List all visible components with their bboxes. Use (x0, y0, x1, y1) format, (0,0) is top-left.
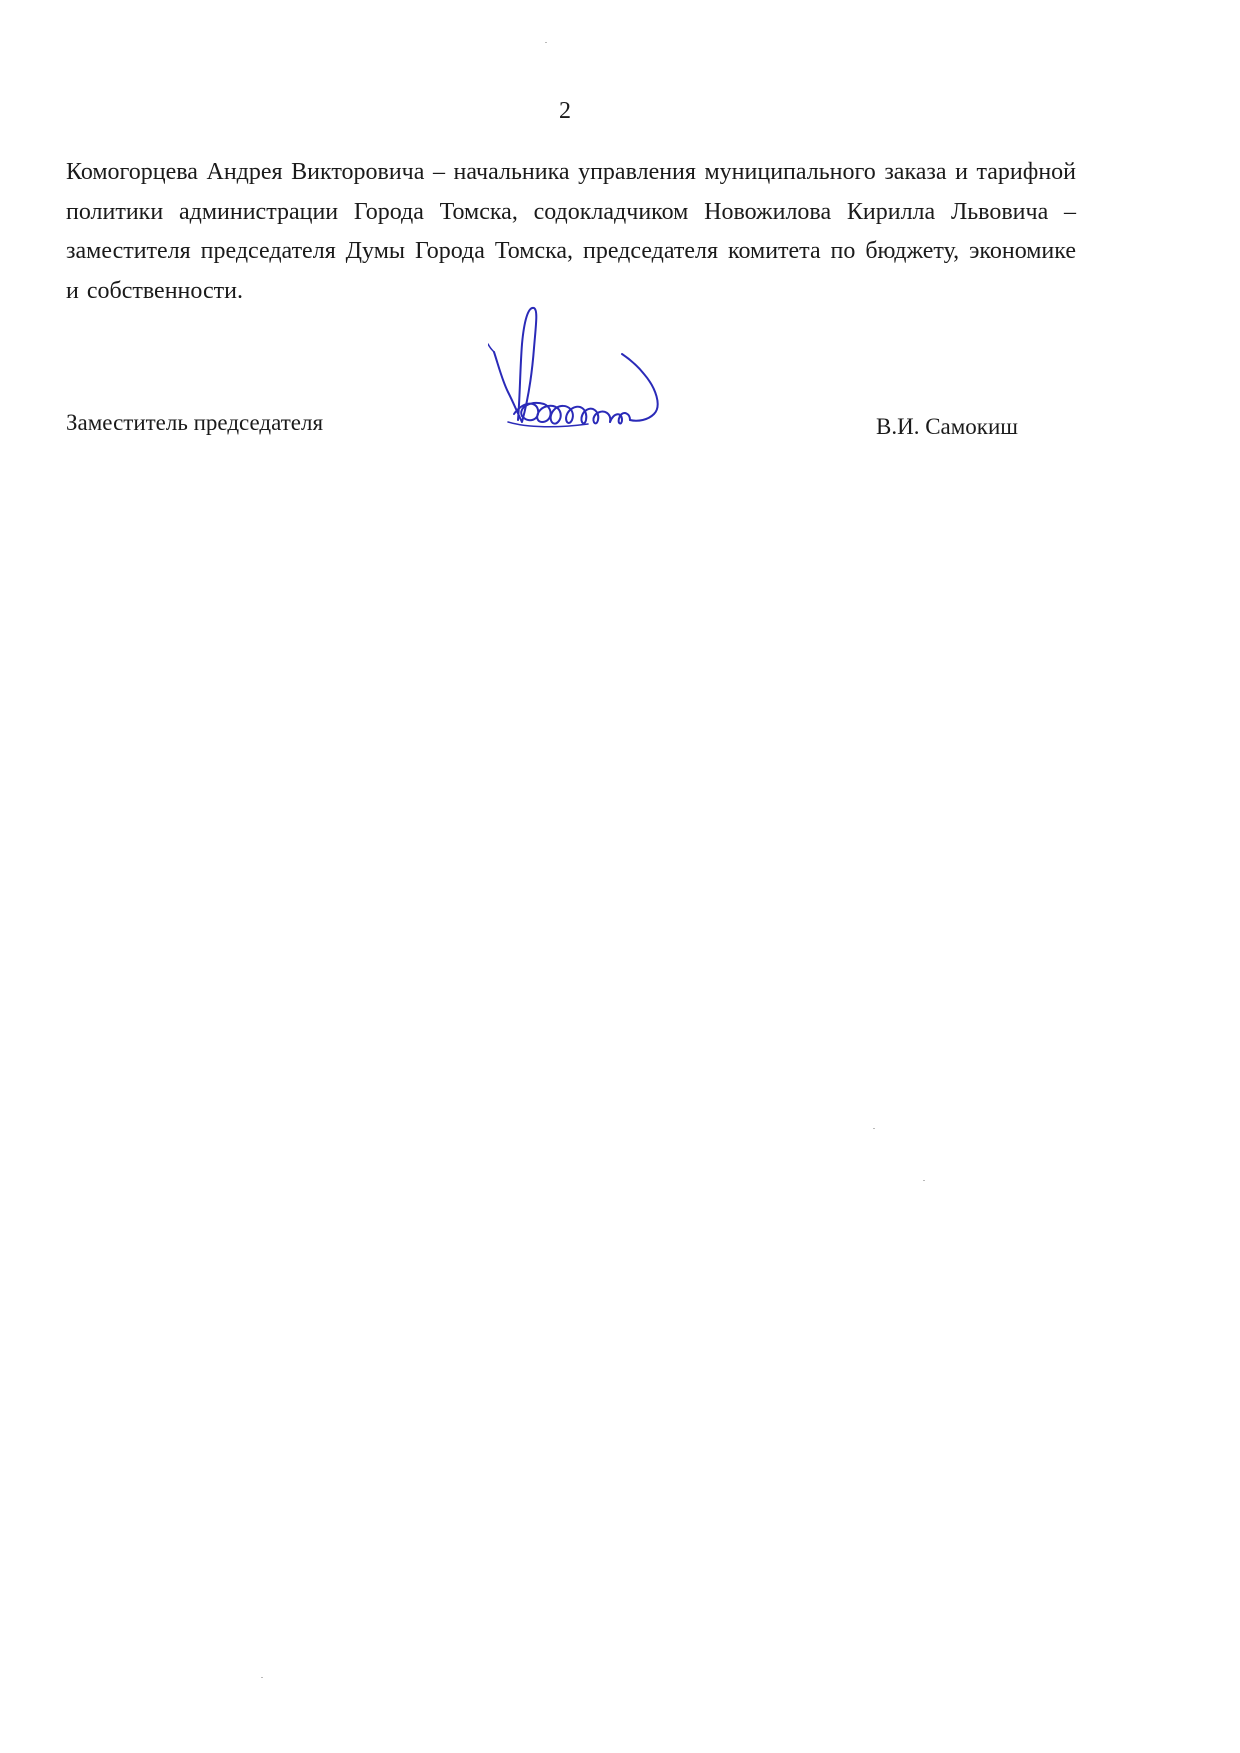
scan-speck (923, 1180, 925, 1181)
body-paragraph: Комогорцева Андрея Викторовича – начальника управления муниципального заказа и тарифной политики администрации Города Томска, содокладчиком Новожилова Кирилла Львовича – заместителя председателя Думы Города Томска, председателя комитета по бюджету, экономике и собственности. (66, 159, 1076, 304)
scan-speck (873, 1128, 875, 1129)
signature-block (0, 300, 1240, 470)
scan-speck (261, 1677, 263, 1678)
scan-speck (545, 42, 547, 43)
page-number: 2 (559, 98, 571, 124)
signer-position: Заместитель председателя (66, 410, 324, 435)
signer-name: В.И. Самокиш (876, 414, 1018, 439)
handwritten-signature (488, 304, 678, 474)
